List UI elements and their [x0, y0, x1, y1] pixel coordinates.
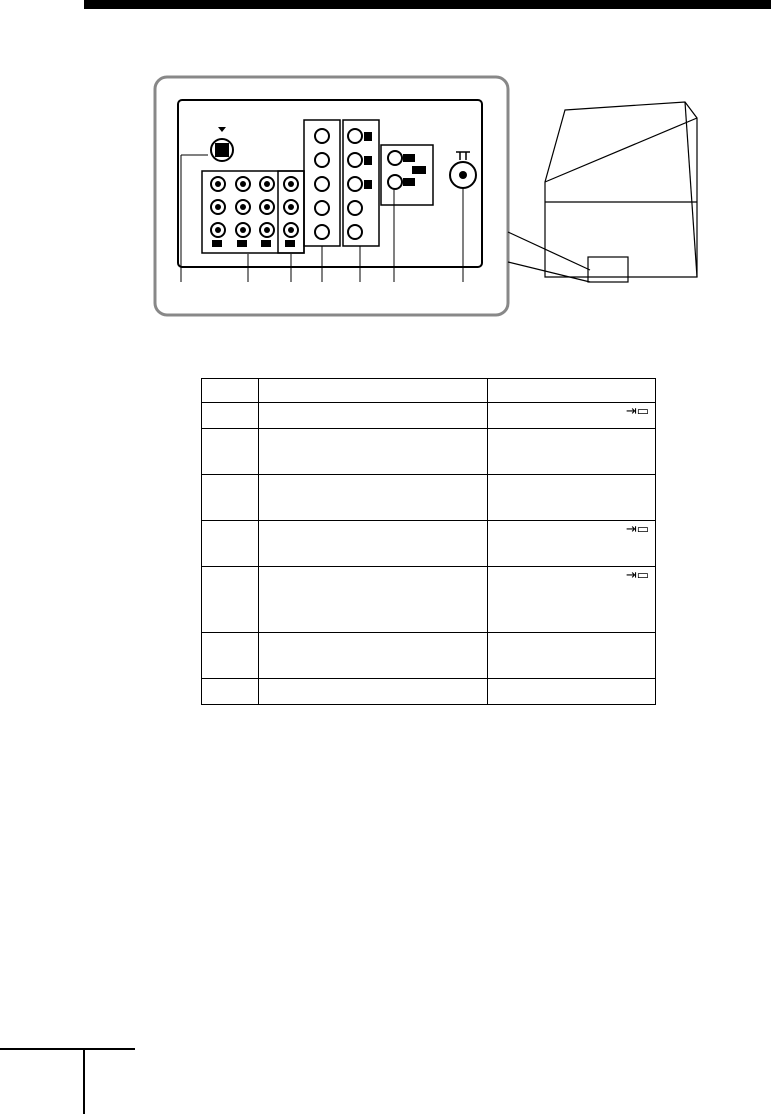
rca-jack-grid	[211, 177, 298, 237]
table-row	[202, 567, 656, 633]
table-row	[202, 475, 656, 521]
video-input-multi-icon: ⇥▭	[625, 567, 649, 582]
table-row	[202, 429, 656, 475]
table-row	[202, 379, 656, 403]
tv-rear-illustration	[545, 102, 697, 282]
input-arrow-icons	[212, 240, 295, 247]
table-row	[202, 403, 656, 429]
callout-leaders	[181, 155, 463, 282]
connection-table	[201, 378, 656, 705]
rear-panel-illustration	[150, 72, 710, 322]
callout-frame	[155, 77, 508, 315]
video-input-multi-icon: ⇥▭	[625, 521, 649, 536]
table-row	[202, 633, 656, 679]
footer-rule	[0, 1048, 135, 1050]
header-bar	[84, 0, 771, 9]
s-video-jack-icon	[211, 127, 233, 161]
antenna-jack-icon	[450, 152, 476, 188]
component-group-1	[304, 120, 340, 246]
table-row	[202, 521, 656, 567]
footer-page-marker	[83, 1050, 85, 1114]
video-input-icon: ⇥▭	[625, 403, 649, 418]
table-row	[202, 679, 656, 705]
jack-panel	[178, 100, 482, 267]
